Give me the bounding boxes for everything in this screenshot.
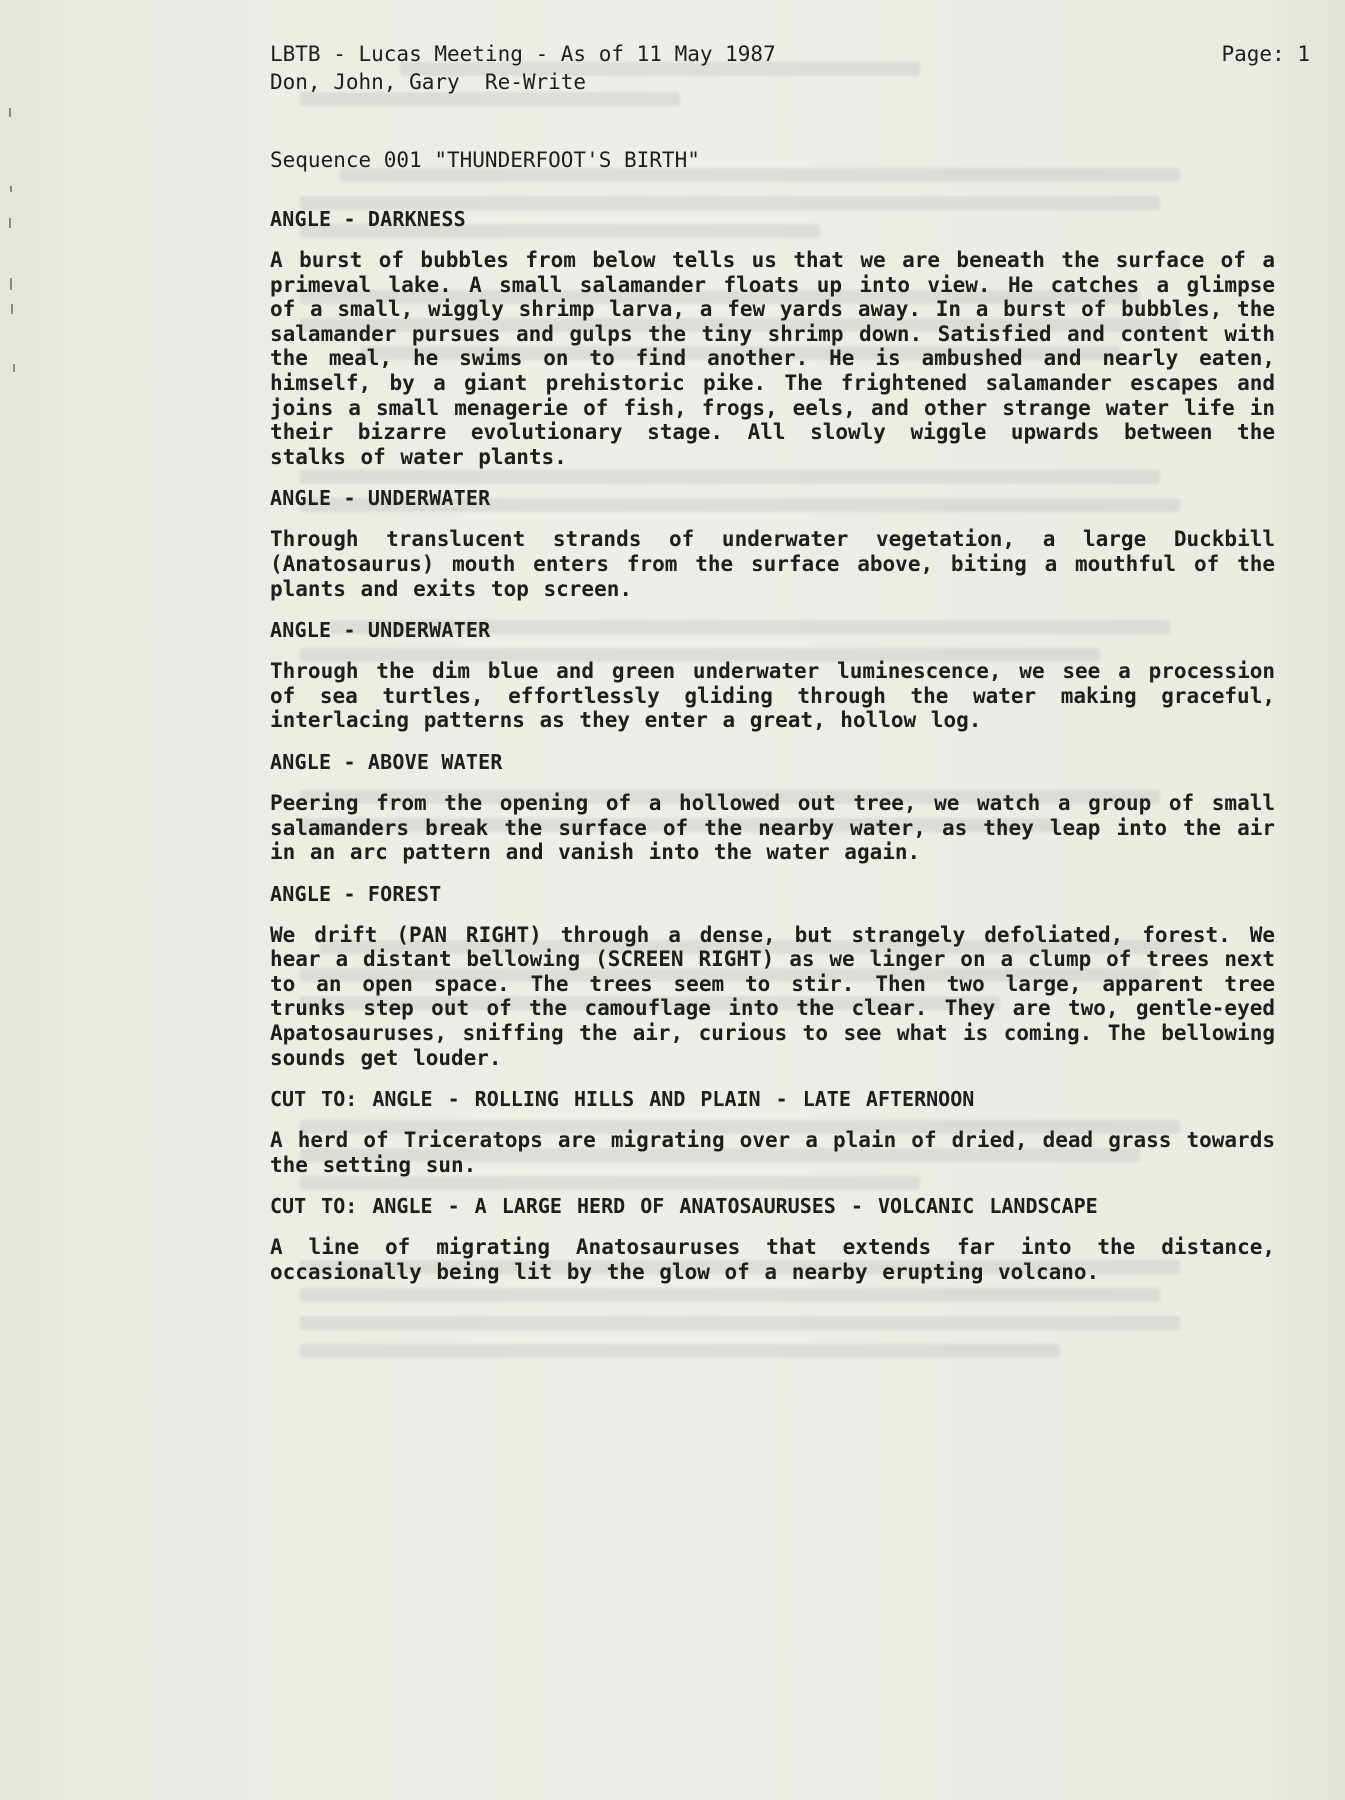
- scene-description: A line of migrating Anatosauruses that extends far into the distance, occasionally being lit by the glow of a nearby erupting volcano.: [270, 1235, 1275, 1285]
- header-meeting-line: LBTB - Lucas Meeting - As of 11 May 1987: [270, 42, 776, 66]
- cut-to-heading: CUT TO: ANGLE - ROLLING HILLS AND PLAIN - LATE AFTERNOON: [270, 1087, 975, 1112]
- scene-description: A burst of bubbles from below tells us that we are beneath the surface of a primeval lake. A small salamander floats up into view. He catches a glimpse of a small, wiggly shrimp larva, a few yards away. In a burst of bubbles, the salamander pursues and gulps the tiny shrimp down. Satisfied and content with the meal, he swims on to find another. He is ambushed and nearly eaten, himself, by a giant prehistoric pike. The frightened salamander escapes and joins a small menagerie of fish, frogs, eels, and other strange water life in their bizarre evolutionary stage. All slowly wiggle upwards between the stalks of water plants.: [270, 248, 1275, 469]
- scene-block: [270, 618, 1275, 733]
- scene-block: [270, 750, 1275, 865]
- scene-heading: ANGLE - UNDERWATER: [270, 486, 491, 511]
- scene-block: [270, 1194, 1275, 1284]
- margin-mark: [9, 218, 11, 228]
- scene-heading: ANGLE - DARKNESS: [270, 207, 466, 231]
- margin-mark: [11, 304, 13, 314]
- scene-description: Through translucent strands of underwater vegetation, a large Duckbill (Anatosaurus) mouth enters from the surface above, biting a mouthful of the plants and exits top screen.: [270, 527, 1275, 601]
- scene-block: [270, 1087, 1275, 1177]
- margin-mark: [10, 186, 12, 192]
- sequence-title: Sequence 001 "THUNDERFOOT'S BIRTH": [270, 148, 700, 172]
- scene-heading: ANGLE - ABOVE WATER: [270, 749, 503, 774]
- page-header: [270, 40, 1310, 96]
- scene-description: Through the dim blue and green underwater luminescence, we see a procession of sea turtles, effortlessly gliding through the water making graceful, interlacing patterns as they enter a great, hollow log.: [270, 659, 1275, 733]
- scene-block: [270, 882, 1275, 1071]
- page-number: Page: 1: [1221, 42, 1310, 66]
- header-authors-line: Don, John, Gary Re-Write: [270, 70, 587, 94]
- margin-mark: [10, 278, 12, 290]
- scene-heading: ANGLE - FOREST: [270, 881, 442, 906]
- scene-description: We drift (PAN RIGHT) through a dense, but strangely defoliated, forest. We hear a distant bellowing (SCREEN RIGHT) as we linger on a clump of trees next to an open space. The trees seem to stir. Then two large, apparent tree trunks step out of the camouflage into the clear. They are two, gentle-eyed Apatosauruses, sniffing the air, curious to see what is coming. The bellowing sounds get louder.: [270, 922, 1275, 1070]
- scene-block: [270, 486, 1275, 601]
- scene-description: Peering from the opening of a hollowed out tree, we watch a group of small salamanders break the surface of the nearby water, as they leap into the air in an arc pattern and vanish into the water again.: [270, 790, 1275, 865]
- margin-mark: [13, 364, 15, 372]
- scene-block: [270, 207, 1275, 469]
- scene-description: A herd of Triceratops are migrating over a plain of dried, dead grass towards the setting sun.: [270, 1128, 1275, 1177]
- margin-mark: [9, 108, 11, 117]
- script-body: [270, 146, 1275, 1302]
- cut-to-heading: CUT TO: ANGLE - A LARGE HERD OF ANATOSAURUSES - VOLCANIC LANDSCAPE: [270, 1194, 1098, 1219]
- scene-heading: ANGLE - UNDERWATER: [270, 618, 491, 643]
